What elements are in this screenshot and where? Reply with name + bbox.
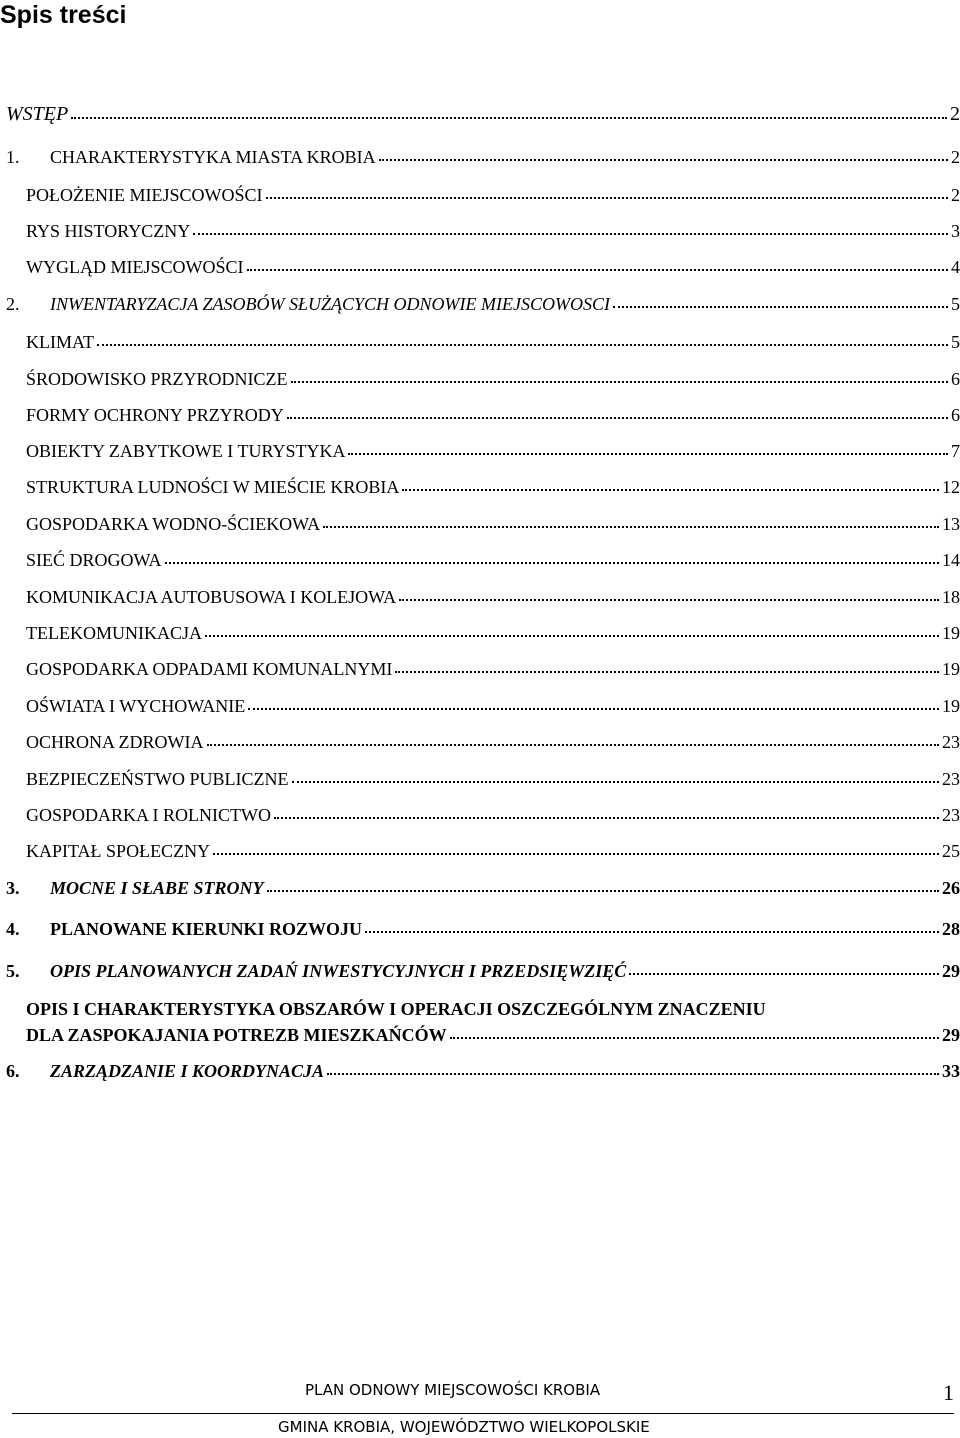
toc-entry-page: 2	[951, 147, 960, 167]
toc-leader-dots	[213, 853, 939, 855]
toc-entry-text: OŚWIATA I WYCHOWANIE	[26, 696, 246, 716]
toc-entry-text: KLIMAT	[26, 332, 94, 352]
toc-entry-chapter-3[interactable]	[0, 871, 960, 901]
toc-leader-dots	[165, 562, 939, 564]
toc-entry[interactable]	[0, 470, 960, 500]
toc-leader-dots	[395, 671, 939, 673]
toc-entry-page: 2	[950, 103, 960, 125]
toc-leader-dots	[402, 489, 939, 491]
toc-entry-number: 5.	[6, 961, 20, 981]
toc-entry-page: 29	[942, 961, 960, 981]
toc-entry-two-line-first[interactable]	[0, 992, 960, 1020]
toc-entry-number: 2.	[6, 294, 20, 314]
toc-entry-page: 14	[942, 550, 960, 570]
toc-entry[interactable]	[0, 798, 960, 828]
toc-leader-dots	[292, 781, 940, 783]
toc-entry-text: FORMY OCHRONY PRZYRODY	[26, 405, 284, 425]
toc-entry[interactable]	[0, 580, 960, 610]
toc-entry-text: GOSPODARKA WODNO-ŚCIEKOWA	[26, 514, 321, 534]
toc-entry-text: MOCNE I SŁABE STRONY	[50, 878, 264, 898]
toc-entry-page: 5	[951, 294, 960, 314]
toc-entry[interactable]	[0, 725, 960, 755]
toc-entry-number: 1.	[6, 147, 20, 167]
toc-entry-two-line-second[interactable]	[0, 1018, 960, 1048]
toc-leader-dots	[399, 599, 939, 601]
toc-entry-text: KAPITAŁ SPOŁECZNY	[26, 841, 211, 861]
toc-entry-page: 28	[942, 919, 960, 939]
toc-leader-dots	[613, 306, 948, 308]
toc-entry[interactable]	[0, 325, 960, 355]
toc-entry-page: 12	[942, 477, 960, 497]
toc-entry[interactable]	[0, 178, 960, 208]
toc-entry-text: OPIS PLANOWANYCH ZADAŃ INWESTYCYJNYCH I PRZEDSIĘWZIĘĆ	[50, 961, 627, 981]
toc-leader-dots	[450, 1037, 939, 1039]
toc-leader-dots	[291, 381, 948, 383]
toc-entry[interactable]	[0, 250, 960, 280]
toc-entry-page: 23	[942, 805, 960, 825]
toc-entry-text: BEZPIECZEŃSTWO PUBLICZNE	[26, 769, 289, 789]
toc-entry-page: 13	[942, 514, 960, 534]
toc-entry[interactable]	[0, 434, 960, 464]
toc-entry-text: STRUKTURA LUDNOŚCI W MIEŚCIE KROBIA	[26, 477, 400, 497]
toc-entry-text: OCHRONA ZDROWIA	[26, 732, 204, 752]
toc-leader-dots	[97, 344, 948, 346]
toc-entry-page: 4	[951, 257, 960, 277]
toc-entry-chapter-5[interactable]	[0, 954, 960, 984]
toc-leader-dots	[274, 817, 939, 819]
toc-entry-text: GOSPODARKA ODPADAMI KOMUNALNYMI	[26, 659, 393, 679]
toc-entry-text: WSTĘP	[6, 103, 69, 125]
toc-entry-number: 3.	[6, 878, 20, 898]
toc-entry-wstep[interactable]	[0, 98, 960, 128]
toc-entry-page: 19	[942, 659, 960, 679]
toc-entry-text: KOMUNIKACJA AUTOBUSOWA I KOLEJOWA	[26, 587, 397, 607]
toc-entry-page: 3	[951, 221, 960, 241]
toc-entry-chapter-4[interactable]	[0, 912, 960, 942]
toc-entry[interactable]	[0, 616, 960, 646]
page-title: Spis treści	[0, 1, 127, 29]
toc-entry[interactable]	[0, 543, 960, 573]
toc-entry-page: 6	[951, 369, 960, 389]
toc-entry[interactable]	[0, 214, 960, 244]
toc-entry-chapter-2[interactable]	[0, 287, 960, 317]
toc-entry-page: 23	[942, 769, 960, 789]
toc-leader-dots	[365, 931, 939, 933]
footer-region: GMINA KROBIA, WOJEWÓDZTWO WIELKOPOLSKIE	[278, 1418, 650, 1436]
toc-entry-text: CHARAKTERYSTYKA MIASTA KROBIA	[50, 147, 376, 167]
toc-entry-chapter-1[interactable]	[0, 140, 960, 170]
toc-entry-text: POŁOŻENIE MIEJSCOWOŚCI	[26, 185, 263, 205]
toc-leader-dots	[71, 117, 947, 119]
toc-entry-text: DLA ZASPOKAJANIA POTREZB MIESZKAŃCÓW	[26, 1025, 447, 1045]
toc-entry-page: 19	[942, 623, 960, 643]
page-number: 1	[943, 1380, 954, 1405]
toc-entry-page: 19	[942, 696, 960, 716]
toc-entry-chapter-6[interactable]	[0, 1054, 960, 1084]
toc-entry-page: 29	[942, 1025, 960, 1045]
toc-leader-dots	[287, 417, 948, 419]
toc-entry-text-line1: OPIS I CHARAKTERYSTYKA OBSZARÓW I OPERACJI OSZCZEGÓLNYM ZNACZENIU	[26, 999, 766, 1019]
toc-entry-text: SIEĆ DROGOWA	[26, 550, 162, 570]
toc-entry-page: 25	[942, 841, 960, 861]
toc-leader-dots	[267, 890, 939, 892]
toc-entry[interactable]	[0, 398, 960, 428]
toc-leader-dots	[327, 1073, 939, 1075]
toc-leader-dots	[207, 744, 940, 746]
toc-entry[interactable]	[0, 689, 960, 719]
footer-document-title: PLAN ODNOWY MIEJSCOWOŚCI KROBIA	[305, 1381, 601, 1399]
toc-entry[interactable]	[0, 362, 960, 392]
toc-leader-dots	[348, 453, 948, 455]
toc-leader-dots	[248, 708, 939, 710]
toc-entry[interactable]	[0, 834, 960, 864]
toc-entry-number: 4.	[6, 919, 20, 939]
toc-entry-text: OBIEKTY ZABYTKOWE I TURYSTYKA	[26, 441, 346, 461]
toc-entry-text: ŚRODOWISKO PRZYRODNICZE	[26, 369, 288, 389]
toc-entry-page: 26	[942, 878, 960, 898]
toc-entry-text: TELEKOMUNIKACJA	[26, 623, 202, 643]
toc-leader-dots	[205, 635, 939, 637]
toc-leader-dots	[266, 197, 949, 199]
toc-entry-text: ZARZĄDZANIE I KOORDYNACJA	[50, 1061, 325, 1081]
toc-entry-page: 23	[942, 732, 960, 752]
toc-leader-dots	[379, 159, 948, 161]
toc-entry-page: 6	[951, 405, 960, 425]
toc-leader-dots	[247, 269, 949, 271]
toc-entry-text: WYGLĄD MIEJSCOWOŚCI	[26, 257, 244, 277]
footer-divider	[12, 1413, 954, 1414]
toc-leader-dots	[629, 973, 939, 975]
toc-leader-dots	[323, 526, 939, 528]
toc-entry-page: 5	[951, 332, 960, 352]
toc-entry-page: 7	[951, 441, 960, 461]
toc-entry[interactable]	[0, 507, 960, 537]
toc-entry[interactable]	[0, 762, 960, 792]
toc-leader-dots	[193, 233, 948, 235]
toc-entry-page: 2	[951, 185, 960, 205]
toc-entry-number: 6.	[6, 1061, 20, 1081]
toc-entry-text: GOSPODARKA I ROLNICTWO	[26, 805, 272, 825]
toc-entry-text: PLANOWANE KIERUNKI ROZWOJU	[50, 919, 363, 939]
toc-entry-text: INWENTARYZACJA ZASOBÓW SŁUŻĄCYCH ODNOWIE MIEJSCOWOSCI	[50, 294, 611, 314]
toc-entry-page: 33	[942, 1061, 960, 1081]
toc-entry-page: 18	[942, 587, 960, 607]
toc-entry[interactable]	[0, 652, 960, 682]
toc-entry-text: RYS HISTORYCZNY	[26, 221, 191, 241]
